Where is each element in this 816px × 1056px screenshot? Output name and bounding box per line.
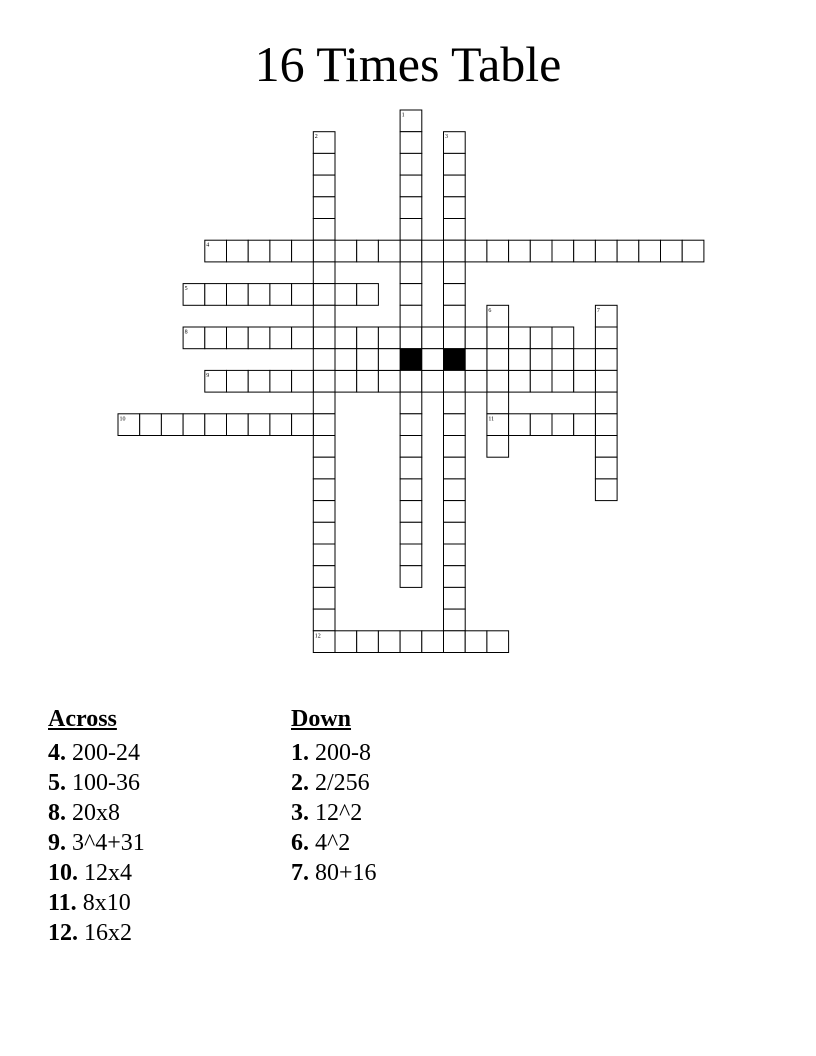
grid-cell[interactable] xyxy=(400,566,422,588)
grid-cell[interactable] xyxy=(661,240,683,262)
clue-number: 7. xyxy=(291,860,309,886)
grid-cell[interactable] xyxy=(400,631,422,653)
clue-text: 16x2 xyxy=(78,920,132,946)
grid-cell[interactable] xyxy=(444,284,466,306)
grid-cell[interactable] xyxy=(400,197,422,219)
grid-cell[interactable] xyxy=(335,240,357,262)
clue-number: 8. xyxy=(48,800,66,826)
down-clue xyxy=(291,738,377,768)
down-clue xyxy=(291,828,377,858)
clue-text: 12^2 xyxy=(309,800,363,826)
grid-cell[interactable] xyxy=(313,479,335,501)
grid-cell[interactable] xyxy=(444,544,466,566)
grid-cell[interactable] xyxy=(595,349,617,371)
grid-cell[interactable] xyxy=(617,240,639,262)
grid-cell[interactable] xyxy=(400,262,422,284)
grid-cell[interactable] xyxy=(444,305,466,327)
across-clue xyxy=(48,828,145,858)
grid-cell[interactable] xyxy=(444,175,466,197)
grid-cell[interactable] xyxy=(465,370,487,392)
grid-cell[interactable] xyxy=(400,370,422,392)
grid-cell[interactable] xyxy=(530,240,552,262)
grid-cell[interactable] xyxy=(509,414,531,436)
clue-number: 2. xyxy=(291,770,309,796)
grid-cell[interactable] xyxy=(422,327,444,349)
grid-cell[interactable] xyxy=(400,175,422,197)
grid-cell[interactable] xyxy=(444,153,466,175)
grid-cell[interactable] xyxy=(248,284,270,306)
grid-cell[interactable] xyxy=(530,370,552,392)
grid-cell[interactable] xyxy=(400,544,422,566)
grid-cell[interactable] xyxy=(552,327,574,349)
grid-cell[interactable] xyxy=(313,436,335,458)
clue-number: 11. xyxy=(48,890,77,916)
grid-cell[interactable] xyxy=(335,370,357,392)
grid-cell[interactable] xyxy=(335,284,357,306)
grid-cell[interactable] xyxy=(487,327,509,349)
grid-cell[interactable] xyxy=(313,305,335,327)
grid-cell[interactable] xyxy=(444,262,466,284)
grid-cell[interactable] xyxy=(595,240,617,262)
grid-cell[interactable] xyxy=(313,414,335,436)
grid-cell[interactable] xyxy=(292,414,314,436)
grid-cell[interactable] xyxy=(270,414,292,436)
grid-cell[interactable] xyxy=(552,240,574,262)
grid-cell[interactable] xyxy=(400,501,422,523)
cell-number: 8 xyxy=(184,329,188,336)
grid-cell[interactable] xyxy=(444,457,466,479)
grid-cell[interactable] xyxy=(313,219,335,241)
grid-cell[interactable] xyxy=(183,414,205,436)
grid-cell[interactable] xyxy=(313,609,335,631)
grid-cell[interactable] xyxy=(357,240,379,262)
grid-cell[interactable] xyxy=(487,392,509,414)
grid-cell[interactable] xyxy=(400,305,422,327)
down-clues xyxy=(291,704,377,888)
grid-cell[interactable] xyxy=(313,262,335,284)
grid-cell[interactable] xyxy=(140,414,162,436)
grid-cell[interactable] xyxy=(595,327,617,349)
grid-cell[interactable] xyxy=(595,479,617,501)
grid-cell[interactable] xyxy=(400,457,422,479)
grid-cell[interactable] xyxy=(400,436,422,458)
grid-cell[interactable] xyxy=(400,392,422,414)
grid-cell[interactable] xyxy=(313,284,335,306)
grid-cell[interactable] xyxy=(574,414,596,436)
grid-cell[interactable] xyxy=(444,414,466,436)
grid-cell[interactable] xyxy=(574,240,596,262)
cell-number: 11 xyxy=(488,416,495,423)
grid-cell[interactable] xyxy=(313,240,335,262)
grid-cell[interactable] xyxy=(248,240,270,262)
clue-number: 9. xyxy=(48,830,66,856)
grid-cell[interactable] xyxy=(465,327,487,349)
grid-cell[interactable] xyxy=(422,370,444,392)
grid-cell[interactable] xyxy=(552,349,574,371)
grid-cell[interactable] xyxy=(400,284,422,306)
grid-cell[interactable] xyxy=(422,631,444,653)
grid-cell[interactable] xyxy=(292,284,314,306)
down-clue xyxy=(291,858,377,888)
grid-cell[interactable] xyxy=(248,414,270,436)
grid-cell[interactable] xyxy=(530,349,552,371)
grid-cell[interactable] xyxy=(595,457,617,479)
grid-cell[interactable] xyxy=(509,327,531,349)
grid-cell[interactable] xyxy=(444,219,466,241)
clue-number: 3. xyxy=(291,800,309,826)
grid-cell[interactable] xyxy=(378,240,400,262)
grid-cell[interactable] xyxy=(400,219,422,241)
clue-number: 12. xyxy=(48,920,78,946)
clue-number: 10. xyxy=(48,860,78,886)
grid-cell[interactable] xyxy=(595,436,617,458)
grid-cell[interactable] xyxy=(465,240,487,262)
clue-number: 6. xyxy=(291,830,309,856)
grid-cell[interactable] xyxy=(530,414,552,436)
grid-cell[interactable] xyxy=(313,522,335,544)
grid-cell[interactable] xyxy=(574,349,596,371)
grid-cell[interactable] xyxy=(682,240,704,262)
clue-text: 8x10 xyxy=(76,890,131,916)
clue-text: 3^4+31 xyxy=(66,830,145,856)
down-clue xyxy=(291,798,377,828)
cell-number: 12 xyxy=(314,633,321,640)
grid-cell[interactable] xyxy=(444,566,466,588)
grid-cell[interactable] xyxy=(313,587,335,609)
across-clue xyxy=(48,888,145,918)
grid-cell[interactable] xyxy=(487,631,509,653)
grid-cell[interactable] xyxy=(639,240,661,262)
down-heading: Down xyxy=(291,706,352,732)
grid-cell[interactable] xyxy=(400,132,422,154)
grid-cell[interactable] xyxy=(444,436,466,458)
across-clue xyxy=(48,858,145,888)
grid-cell[interactable] xyxy=(509,349,531,371)
grid-cell[interactable] xyxy=(444,240,466,262)
grid-cell[interactable] xyxy=(378,349,400,371)
grid-cell[interactable] xyxy=(292,327,314,349)
grid-cell[interactable] xyxy=(574,370,596,392)
grid-cell[interactable] xyxy=(444,479,466,501)
grid-cell[interactable] xyxy=(465,631,487,653)
grid-cell[interactable] xyxy=(313,349,335,371)
down-clue-list xyxy=(291,738,377,888)
grid-cell[interactable] xyxy=(313,544,335,566)
clue-text: 4^2 xyxy=(309,830,351,856)
grid-cell[interactable] xyxy=(335,349,357,371)
grid-cell[interactable] xyxy=(378,370,400,392)
clue-text: 200-24 xyxy=(66,740,140,766)
cell-number: 4 xyxy=(206,242,210,249)
grid-cell[interactable] xyxy=(270,327,292,349)
grid-cell[interactable] xyxy=(313,197,335,219)
clue-number: 5. xyxy=(48,770,66,796)
down-clue xyxy=(291,768,377,798)
across-clue xyxy=(48,798,145,828)
across-clue xyxy=(48,768,145,798)
grid-cell[interactable] xyxy=(313,175,335,197)
grid-cell[interactable] xyxy=(313,392,335,414)
grid-cell[interactable] xyxy=(444,631,466,653)
clue-number: 4. xyxy=(48,740,66,766)
grid-cell[interactable] xyxy=(357,370,379,392)
grid-cell[interactable] xyxy=(227,284,249,306)
grid-cell[interactable] xyxy=(270,240,292,262)
clue-text: 100-36 xyxy=(66,770,140,796)
grid-cell[interactable] xyxy=(530,327,552,349)
grid-cell[interactable] xyxy=(292,370,314,392)
grid-cell[interactable] xyxy=(595,392,617,414)
grid-cell[interactable] xyxy=(205,284,227,306)
across-clues xyxy=(48,704,145,948)
grid-cell[interactable] xyxy=(357,284,379,306)
grid-cell[interactable] xyxy=(487,349,509,371)
grid-cell[interactable] xyxy=(357,327,379,349)
across-clue-list xyxy=(48,738,145,948)
grid-cell[interactable] xyxy=(270,284,292,306)
cell-number: 5 xyxy=(184,286,188,293)
grid-cell[interactable] xyxy=(227,414,249,436)
grid-cell[interactable] xyxy=(400,153,422,175)
grid-cell[interactable] xyxy=(227,327,249,349)
grid-cell[interactable] xyxy=(400,240,422,262)
clue-number: 1. xyxy=(291,740,309,766)
grid-cell[interactable] xyxy=(487,240,509,262)
across-clue xyxy=(48,918,145,948)
grid-cell[interactable] xyxy=(335,327,357,349)
cell-number: 2 xyxy=(314,134,318,141)
grid-cell[interactable] xyxy=(422,240,444,262)
grid-cell[interactable] xyxy=(378,327,400,349)
grid-cell[interactable] xyxy=(595,414,617,436)
cell-number: 10 xyxy=(119,416,126,423)
grid-cell[interactable] xyxy=(444,197,466,219)
grid-cell[interactable] xyxy=(487,436,509,458)
grid-cell[interactable] xyxy=(292,240,314,262)
grid-cell[interactable] xyxy=(422,349,444,371)
page-title: 16 Times Table xyxy=(254,36,562,92)
grid-cell[interactable] xyxy=(444,609,466,631)
grid-cell[interactable] xyxy=(357,349,379,371)
grid-cell[interactable] xyxy=(595,370,617,392)
grid-cell[interactable] xyxy=(313,153,335,175)
clue-text: 20x8 xyxy=(66,800,120,826)
grid-cell[interactable] xyxy=(400,479,422,501)
grid-cell[interactable] xyxy=(444,392,466,414)
grid-cell[interactable] xyxy=(444,501,466,523)
grid-cell[interactable] xyxy=(357,631,379,653)
grid-cell[interactable] xyxy=(509,240,531,262)
grid-cell[interactable] xyxy=(400,522,422,544)
cell-number: 1 xyxy=(401,112,405,119)
grid-cell[interactable] xyxy=(161,414,183,436)
grid-cell[interactable] xyxy=(444,327,466,349)
cell-number: 7 xyxy=(596,307,600,314)
grid-cell[interactable] xyxy=(313,327,335,349)
across-clue xyxy=(48,738,145,768)
grid-cell[interactable] xyxy=(487,370,509,392)
blocked-cell xyxy=(444,349,466,371)
grid-cell[interactable] xyxy=(400,327,422,349)
grid-cell[interactable] xyxy=(205,327,227,349)
grid-cell[interactable] xyxy=(509,370,531,392)
grid-cell[interactable] xyxy=(552,370,574,392)
clue-text: 200-8 xyxy=(309,740,371,766)
grid-cell[interactable] xyxy=(313,566,335,588)
grid-cell[interactable] xyxy=(248,370,270,392)
grid-cell[interactable] xyxy=(400,414,422,436)
grid-cell[interactable] xyxy=(313,501,335,523)
grid-cell[interactable] xyxy=(552,414,574,436)
cell-number: 3 xyxy=(445,134,448,141)
grid-cell[interactable] xyxy=(313,457,335,479)
grid-cell[interactable] xyxy=(444,522,466,544)
clue-text: 2/256 xyxy=(309,770,370,796)
grid-cell[interactable] xyxy=(335,631,357,653)
grid-cell[interactable] xyxy=(313,370,335,392)
cell-number: 9 xyxy=(206,372,210,379)
grid-cell[interactable] xyxy=(227,240,249,262)
grid-cell[interactable] xyxy=(465,349,487,371)
clue-text: 12x4 xyxy=(78,860,132,886)
grid-cell[interactable] xyxy=(205,414,227,436)
cell-number: 6 xyxy=(488,307,492,314)
clue-text: 80+16 xyxy=(309,860,377,886)
across-heading: Across xyxy=(48,706,117,732)
blocked-cell xyxy=(400,349,422,371)
grid-cell[interactable] xyxy=(444,587,466,609)
grid-cell[interactable] xyxy=(227,370,249,392)
grid-cell[interactable] xyxy=(270,370,292,392)
grid-cell[interactable] xyxy=(378,631,400,653)
grid-cell[interactable] xyxy=(248,327,270,349)
grid-cell[interactable] xyxy=(444,370,466,392)
